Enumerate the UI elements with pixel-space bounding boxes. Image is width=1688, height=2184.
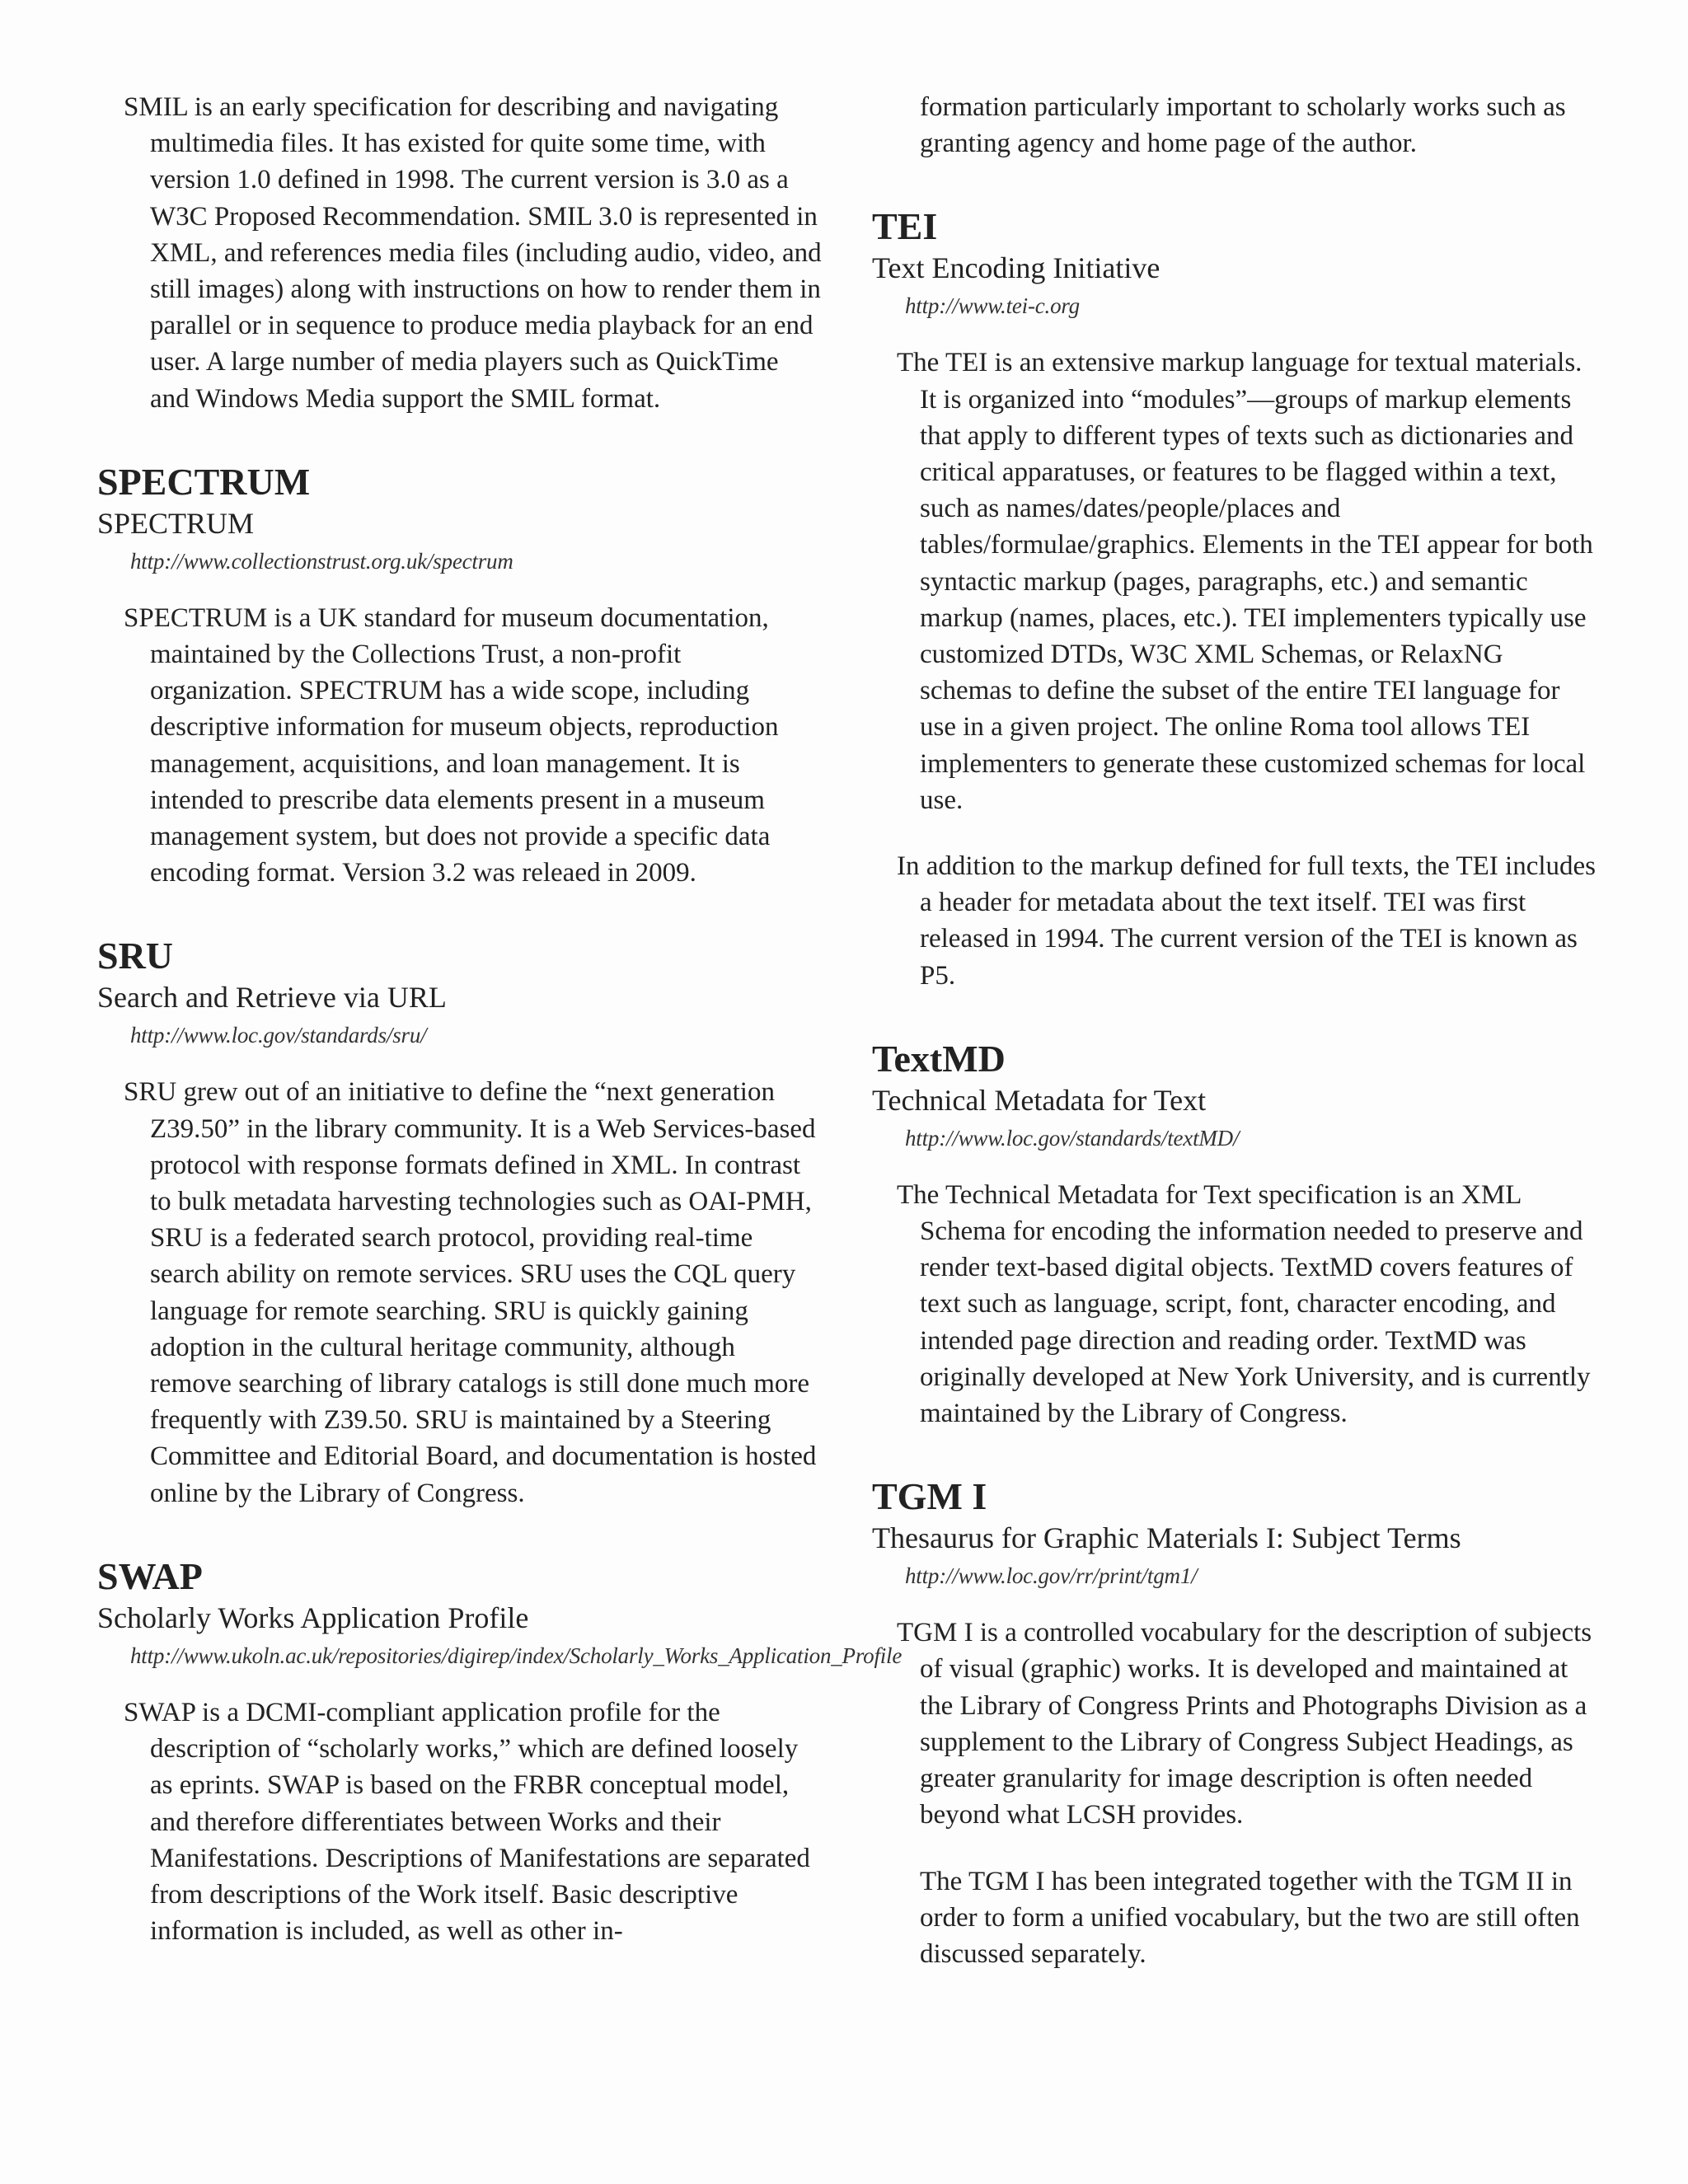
entry-title: TextMD — [872, 1037, 1006, 1080]
entry-paragraph: SRU grew out of an initiative to define the “next generation Z39.50” in the library community. It is a Web Services-based protocol with response formats defined in XML. In contrast to bulk metadata harvesting technologies such as OAI-PMH, SRU is a federated search protocol, providing real-time search ability on remote services. SRU uses the CQL query language for remote searching. SRU is quickly gaining adoption in the cultural heritage community, although remove searching of library catalogs is still done much more frequently with Z39.50. SRU is maintained by a Steering Committee and Editorial Board, and documentation is hosted online by the Library of Congress. — [124, 1077, 817, 1508]
entry-url: http://www.loc.gov/standards/textMD/ — [905, 1125, 1240, 1151]
entry-spectrum — [97, 460, 823, 892]
entry-subtitle: SPECTRUM — [97, 506, 255, 540]
entry-paragraph: TGM I is a controlled vocabulary for the description of subjects of visual (graphic) works. It is developed and maintained at the Library of Congress Prints and Photographs Division as a supplement to the Library of Congress Subject Headings, as greater granularity for image description is often needed beyond what LCSH provides. — [897, 1618, 1592, 1830]
entry-url: http://www.ukoln.ac.uk/repositories/digirep/index/Scholarly_Works_Application_Profile — [130, 1643, 903, 1668]
entry-url: http://www.collectionstrust.org.uk/spectrum — [130, 548, 513, 574]
entry-subtitle: Scholarly Works Application Profile — [97, 1601, 529, 1634]
entry-textmd — [872, 1037, 1597, 1432]
entry-url: http://www.loc.gov/rr/print/tgm1/ — [905, 1563, 1198, 1589]
entry-paragraph: In addition to the markup defined for full texts, the TEI includes a header for metadata about the text itself. TEI was first released in 1994. The current version of the TEI is known as P5. — [897, 851, 1597, 991]
entry-title: TGM I — [872, 1475, 987, 1518]
entry-paragraph: The Technical Metadata for Text specification is an XML Schema for encoding the information needed to preserve and render text-based digital objects. TextMD covers features of text such as language, script, font, character encoding, and intended page direction and reading order. TextMD was originally developed at New York University, and is currently maintained by the Library of Congress. — [897, 1179, 1591, 1429]
entry-tei — [872, 204, 1597, 993]
entry-title: SRU — [97, 935, 174, 977]
entry-sru — [97, 934, 823, 1511]
entry-paragraph: SPECTRUM is a UK standard for museum documentation, maintained by the Collections Trust, a non-profit organization. SPECTRUM has a wide scope, including descriptive information for museum objects, reproduction management, acquisitions, and loan management. It is intended to prescribe data elements present in a museum management system, but does not provide a specific data encoding format. Version 3.2 was releaed in 2009. — [124, 602, 779, 888]
entry-paragraph: SWAP is a DCMI-compliant application profile for the description of “scholarly works,” which are defined loosely as eprints. SWAP is based on the FRBR conceptual model, and therefore differentiates between Works and their Manifestations. Descriptions of Manifestations are separated from descriptions of the Work itself. Basic descriptive information is included, as well as other in- — [124, 1697, 810, 1947]
entry-paragraph: The TEI is an extensive markup language for textual materials. It is organized into “modules”—groups of markup elements that apply to different types of texts such as dictionaries and critical apparatuses, or features to be flagged within a text, such as names/dates/people/places and tables/formulae/graphics. Elements in the TEI appear for both syntactic markup (pages, paragraphs, etc.) and semantic markup (names, places, etc.). TEI implementers typically use customized DTDs, W3C XML Schemas, or RelaxNG schemas to define the subset of the entire TEI language for use in a given project. The online Roma tool allows TEI implementers to generate these customized schemas for local use. — [897, 348, 1593, 815]
entry-tgm-i — [872, 1474, 1597, 1972]
entry-title: SWAP — [97, 1554, 203, 1597]
entry-title: TEI — [872, 205, 938, 248]
entry-paragraph: The TGM I has been integrated together with the TGM II in order to form a unified vocabulary, but the two are still often discussed separately. — [920, 1866, 1580, 1969]
entry-url: http://www.loc.gov/standards/sru/ — [130, 1023, 427, 1048]
entry-subtitle: Thesaurus for Graphic Materials I: Subject Terms — [872, 1521, 1461, 1555]
entry-swap — [97, 1554, 903, 1949]
left-column — [97, 89, 903, 1949]
entry-subtitle: Text Encoding Initiative — [872, 251, 1160, 285]
entry-url: http://www.tei-c.org — [905, 293, 1080, 319]
entry-title: SPECTRUM — [97, 460, 311, 503]
entry-subtitle: Search and Retrieve via URL — [97, 981, 447, 1015]
swap-continuation-paragraph: formation particularly important to scholarly works such as granting agency and home page of the author. — [920, 92, 1566, 159]
entry-subtitle: Technical Metadata for Text — [872, 1083, 1207, 1117]
smil-paragraph: SMIL is an early specification for describing and navigating multimedia files. It has existed for quite some time, with version 1.0 defined in 1998. The current version is 3.0 as a W3C Proposed Recommendation. SMIL 3.0 is represented in XML, and references media files (including audio, video, and still images) along with instructions on how to render them in parallel or in sequence to produce media playback for an end user. A large number of media players such as QuickTime and Windows Media support the SMIL format. — [124, 92, 822, 414]
right-column — [872, 89, 1597, 1972]
